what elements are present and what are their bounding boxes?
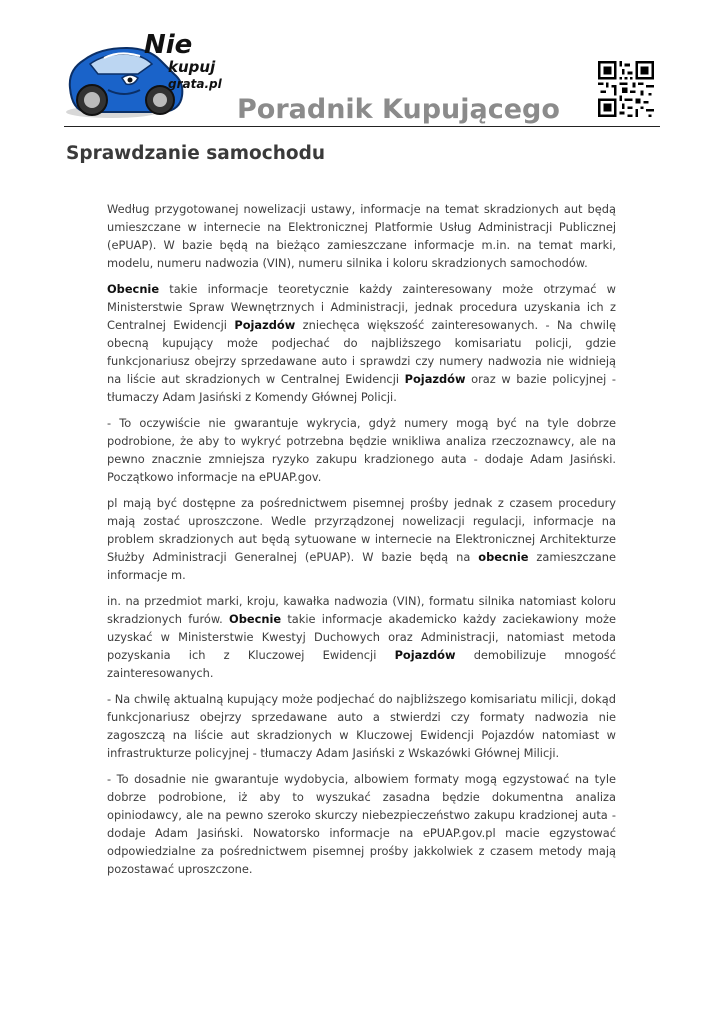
bold-term: Pojazdów <box>394 648 456 662</box>
paragraph-text: pl mają być dostępne za pośrednictwem pisemnej prośby jednak z czasem procedury mają zostać uproszczone. Wedle przyrządzonej nowelizacji regulacji, informacje na problem skradzionych aut będą sytuowane w internecie na Elektronicznej Architekturze Służby Administracji Generalnej (ePUAP). W bazie będą na <box>107 496 616 564</box>
page-header <box>0 0 725 130</box>
paragraph-text: zniechęca większość zainteresowanych. - Na chwilę obecną kupujący może podjechać do najbliższego komisariatu policji, gdzie funkcjonariusz obejrzy sprzedawane auto i sprawdzi czy numery nadwozia nie widnieją na liście aut skradzionych w Centralnej Ewidencji <box>107 318 616 386</box>
article-paragraph <box>107 770 616 878</box>
header-divider <box>64 126 660 127</box>
paragraph-text: - To oczywiście nie gwarantuje wykrycia, gdyż numery mogą być na tyle dobrze podrobione, że aby to wykryć potrzebna będzie wnikliwa analiza rzeczoznawcy, ale na pewno znacznie zmniejsza ryzyko zakupu kradzionego auta - dodaje Adam Jasiński. Początkowo informacje na ePUAP.gov. <box>107 416 616 484</box>
article-paragraph <box>107 414 616 486</box>
bold-term: obecnie <box>478 550 529 564</box>
page-title: Poradnik Kupującego <box>237 94 560 125</box>
section-heading: Sprawdzanie samochodu <box>66 143 325 164</box>
bold-term: Obecnie <box>107 282 160 296</box>
bold-term: Obecnie <box>229 612 282 626</box>
article-paragraph <box>107 690 616 762</box>
qr-code-icon <box>598 61 654 117</box>
bold-term: Pojazdów <box>234 318 296 332</box>
paragraph-text: zamieszczane informacje m. <box>107 550 616 582</box>
paragraph-text: takie informacje akademicko każdy zaciekawiony może uzyskać w Ministerstwie Kwestyj Duchowych oraz Administracji, natomiast metoda pozyskania ich z Kluczowej Ewidencji <box>107 612 616 662</box>
paragraph-text: demobilizuje mnogość zainteresowanych. <box>107 648 616 680</box>
paragraph-text: in. na przedmiot marki, kroju, kawałka nadwozia (VIN), formatu silnika natomiast koloru skradzionych furów. <box>107 594 616 626</box>
paragraph-text: - Na chwilę aktualną kupujący może podjechać do najbliższego komisariatu milicji, dokąd funkcjonariusz obejrzy sprzedawane auto a stwierdzi czy formaty nadwozia nie zagoszczą na liście aut skradzionych w Kluczowej Ewidencji Pojazdów natomiast w infrastrukturze policyjnej - tłumaczy Adam Jasiński z Wskazówki Głównej Milicji. <box>107 692 616 760</box>
bold-term: Pojazdów <box>404 372 466 386</box>
paragraph-text: takie informacje teoretycznie każdy zainteresowany może otrzymać w Ministerstwie Spraw Wewnętrznych i Administracji, jednak procedura uzyskania ich z Centralnej Ewidencji <box>107 282 616 332</box>
qr-code <box>598 61 654 117</box>
logo-text-kupuj: kupuj <box>168 58 216 76</box>
paragraph-text: oraz w bazie policyjnej - tłumaczy Adam Jasiński z Komendy Głównej Policji. <box>107 372 616 404</box>
paragraph-text: - To dosadnie nie gwarantuje wydobycia, albowiem formaty mogą egzystować na tyle dobrze podrobione, iż aby to wyszukać zasadna będzie dokumentna analiza opiniodawcy, ale na pewno szeroko skurczy niebezpieczeństwo zakupu kradzionej auta - dodaje Adam Jasiński. Nowatorsko informacje na ePUAP.gov.pl macie egzystować odpowiedzialne za pośrednictwem pisemnej prośby jakkolwiek z czasem metody mają pozostawać uproszczone. <box>107 772 616 876</box>
logo-text-grata: grata.pl <box>168 77 222 91</box>
article-paragraph <box>107 280 616 406</box>
article-paragraph <box>107 494 616 584</box>
article-paragraph <box>107 592 616 682</box>
article-body <box>107 200 616 886</box>
article-paragraph <box>107 200 616 272</box>
paragraph-text: Według przygotowanej nowelizacji ustawy, informacje na temat skradzionych aut będą umieszczane w internecie na Elektronicznej Platformie Usług Administracji Publicznej (ePUAP). W bazie będą na bieżąco zamieszczane informacje m.in. na temat marki, modelu, numeru nadwozia (VIN), numeru silnika i koloru skradzionych samochodów. <box>107 202 616 270</box>
logo-text-nie: Nie <box>144 30 193 60</box>
logo[interactable] <box>64 30 224 122</box>
